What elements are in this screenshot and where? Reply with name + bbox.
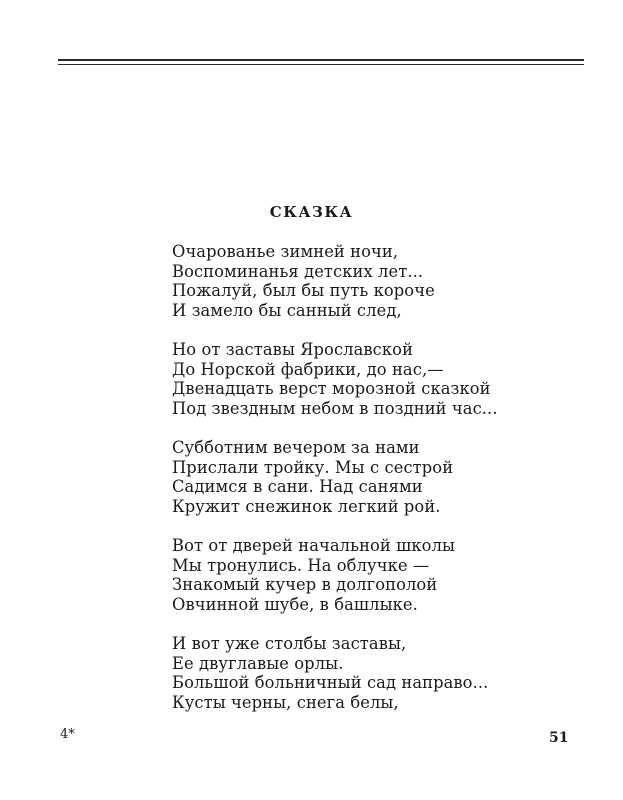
poem-line: Воспоминанья детских лет... [172,261,424,281]
poem-line: Большой больничный сад направо... [172,673,489,692]
header-rule-thick [58,59,584,61]
stanza-1 [172,242,572,320]
poem-line: Пожалуй, был бы путь короче [172,281,435,300]
poem-line: Вот от дверей начальной школы [172,536,456,555]
poem-line: Но от заставы Ярославской [172,340,414,359]
poem-line: Под звездным небом в поздний час... [172,398,498,418]
stanza-2 [172,340,572,418]
stanza-3 [172,438,572,516]
poem-line: Кружит снежинок легкий рой. [172,496,441,516]
poem-line: Садимся в сани. Над санями [172,477,423,496]
stanza-4 [172,536,572,614]
stanza-5 [172,634,572,712]
poem-line: До Норской фабрики, до нас,— [172,359,444,379]
poem-line: Кусты черны, снега белы, [172,692,399,712]
poem-line: Ее двуглавые орлы. [172,653,344,673]
poem-line: Очарованье зимней ночи, [172,242,399,261]
poem-line: Прислали тройку. Мы с сестрой [172,457,454,477]
poem-line: И вот уже столбы заставы, [172,634,407,653]
poem-line: Мы тронулись. На облучке — [172,555,430,575]
printer-signature-mark: 4* [60,727,75,742]
poem-line: Овчинной шубе, в башлыке. [172,594,418,614]
header-rule-thin [58,64,584,65]
poem-line: Знакомый кучер в долгополой [172,575,438,594]
poem-body [172,242,572,732]
poem-title: СКАЗКА [269,203,354,221]
page-number: 51 [549,730,569,746]
poem-line: И замело бы санный след, [172,300,402,320]
poem-line: Субботним вечером за нами [172,438,420,457]
poem-line: Двенадцать верст морозной сказкой [172,379,491,398]
